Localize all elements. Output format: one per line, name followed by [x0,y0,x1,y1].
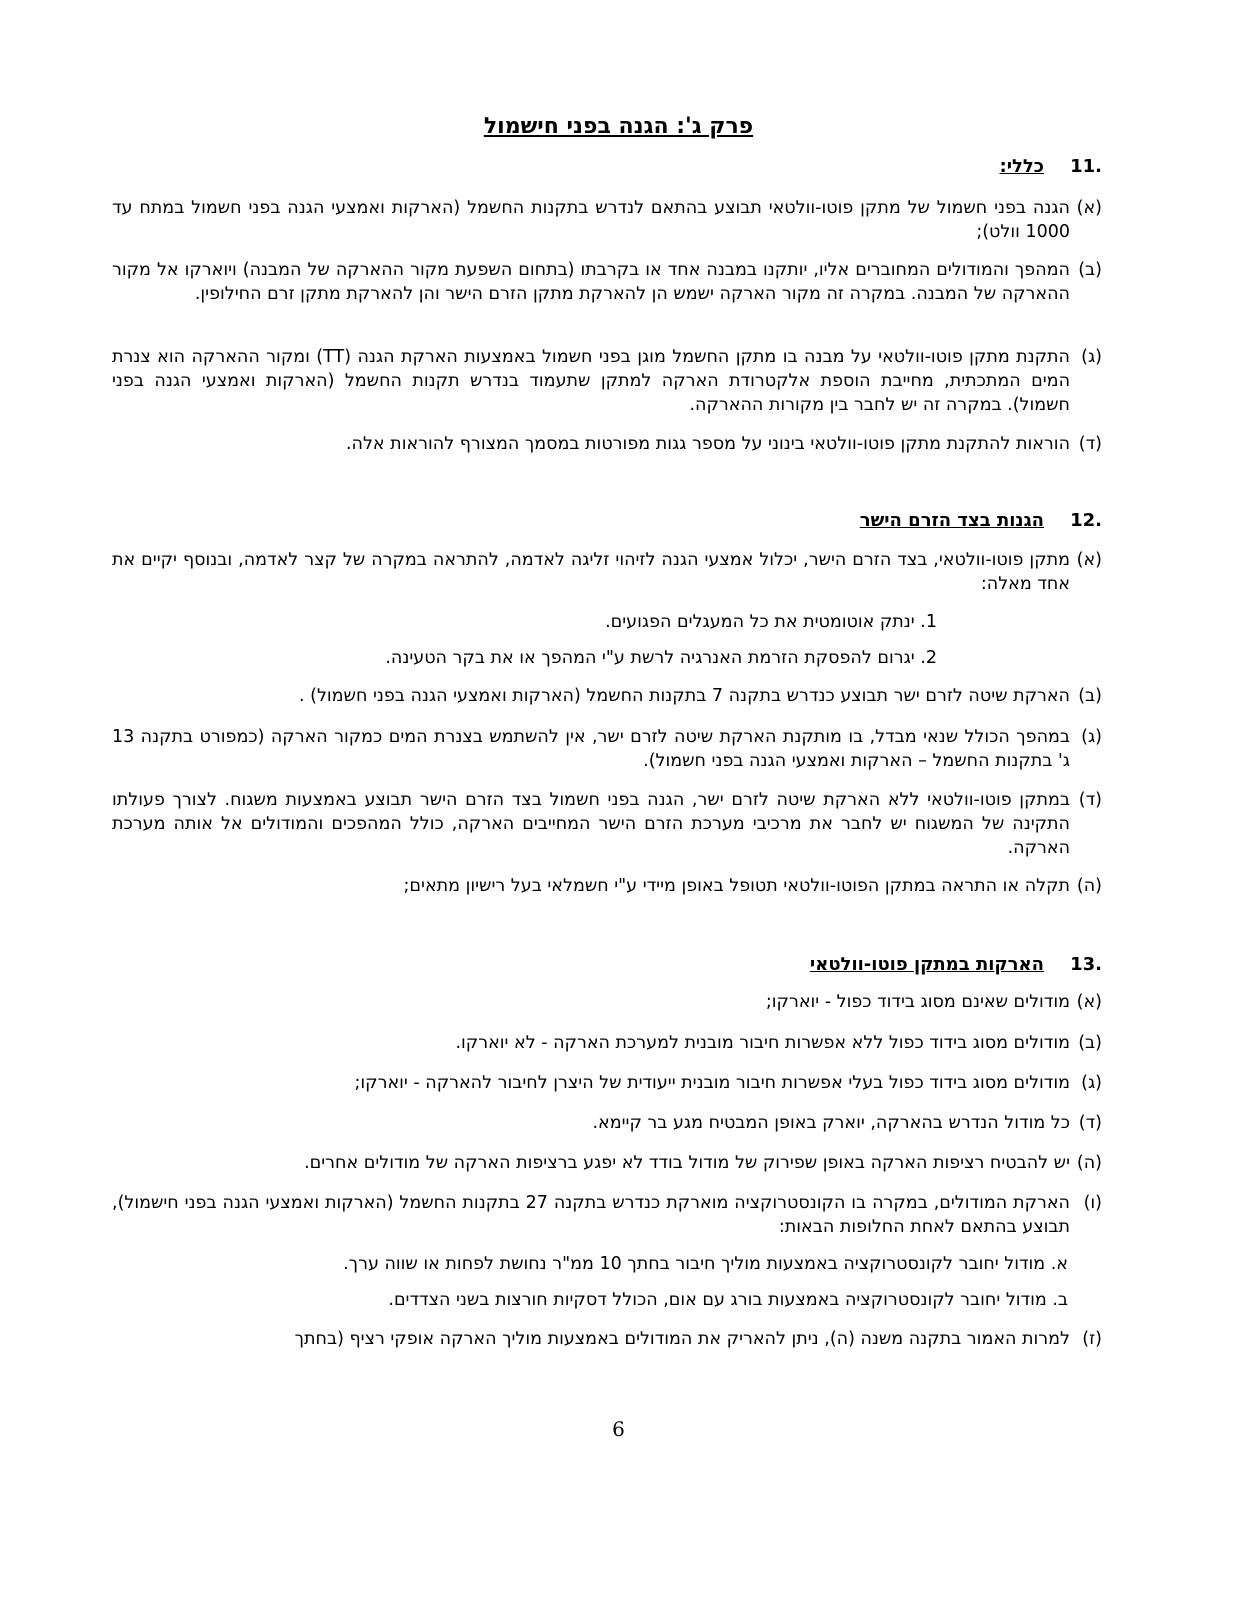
section-11-heading [1000,154,1102,180]
section-12-item-a [112,548,1102,596]
section-12-item-b [112,684,1102,708]
section-12-subitem-2: 2. יגרום להפסקת הזרמת האנרגיה לרשת ע"י המהפך או את בקר הטעינה. [385,648,937,668]
item-mark: (א) [1076,550,1102,570]
section-number: .11 [1070,156,1102,177]
section-11-item-d [112,432,1102,456]
item-mark: (ב) [1078,260,1102,280]
section-13-heading [810,952,1102,978]
item-mark: (ז) [1082,1329,1102,1349]
section-13-subitem-b: ב. מודול יחובר לקונסטרוקציה באמצעות בורג עם אום, הכולל דסקיות חורצות בשני הצדדים. [388,1290,1068,1310]
item-mark: (א) [1076,198,1102,218]
section-11-item-b [112,258,1102,306]
item-text: התקנת מתקן פוטו-וולטאי על מבנה בו מתקן החשמל מוגן בפני חשמול באמצעות הארקת הגנה (TT) ומקור ההארקה הוא צנרת המים המתכתית, מחייבת הוספת אלקטרודת הארקה למתקן שתעמוד בנדרש תקנות החשמל (הארקות ואמצעי הגנה בפני חשמול). במקרה זה יש לחבר בין מקורות ההארקה. [112,347,1070,415]
item-text: הארקת שיטה לזרם ישר תבוצע כנדרש בתקנה 7 בתקנות החשמל (הארקות ואמצעי הגנה בפני חשמול) . [299,686,1070,706]
chapter-title: פרק ג': הגנה בפני חישמול [483,114,754,139]
item-text: כל מודול הנדרש בהארקה, יוארק באופן המבטיח מגע בר קיימא. [592,1113,1070,1133]
section-12-item-c [112,725,1102,773]
item-mark: (ג) [1081,347,1102,367]
section-12-heading [860,508,1102,534]
item-mark: (ד) [1078,434,1102,454]
section-12-item-d [112,788,1102,860]
section-title: כללי: [999,156,1044,177]
section-13-item-f [112,1191,1102,1239]
page-number: 6 [612,1417,625,1441]
section-13-item-a [112,990,1102,1014]
item-text: מודולים מסוג בידוד כפול ללא אפשרות חיבור מובנית למערכת הארקה - לא יוארקו. [455,1033,1070,1053]
item-text: הגנה בפני חשמול של מתקן פוטו-וולטאי תבוצע בהתאם לנדרש בתקנות החשמל (הארקות ואמצעי הגנה בפני חשמול במתח עד 1000 וולט); [112,198,1070,242]
section-13-subitem-a: א. מודול יחובר לקונסטרוקציה באמצעות מוליך חיבור בחתך 10 ממ"ר נחושת לפחות או שווה ערך. [343,1254,1068,1274]
item-text: המהפך והמודולים המחוברים אליו, יותקנו במבנה אחד או בקרבתו (בתחום השפעת מקור ההארקה של המבנה) ויוארקו אל מקור ההארקה של המבנה. במקרה זה מקור הארקה ישמש הן להארקת מתקן הזרם הישר והן להארקת מתקן זרם החילופין. [112,260,1070,304]
item-mark: (ו) [1083,1193,1102,1213]
item-text: הארקת המודולים, במקרה בו הקונסטרוקציה מוארקת כנדרש בתקנה 27 בתקנות החשמל (הארקות ואמצעי הגנה בפני חישמול), תבוצע בהתאם לאחת החלופות הבאות: [112,1193,1070,1237]
item-text: מתקן פוטו-וולטאי, בצד הזרם הישר, יכלול אמצעי הגנה לזיהוי זליגה לאדמה, להתראה במקרה של קצר לאדמה, ובנוסף יקיים את אחד מאלה: [112,550,1070,594]
item-text: מודולים שאינם מסוג בידוד כפול - יוארקו; [765,992,1070,1012]
section-13-item-b [112,1031,1102,1055]
item-mark: (א) [1076,992,1102,1012]
item-mark: (ב) [1078,1033,1102,1053]
item-text: יש להבטיח רציפות הארקה באופן שפירוק של מודול בודד לא יפגע ברציפות הארקה של מודולים אחרים. [304,1153,1070,1173]
section-12-subitem-1: 1. ינתק אוטומטית את כל המעגלים הפגועים. [605,612,937,632]
item-text: הוראות להתקנת מתקן פוטו-וולטאי בינוני על מספר גגות מפורטות במסמך המצורף להוראות אלה. [345,434,1070,454]
item-mark: (ה) [1076,1153,1102,1173]
section-13-item-d [112,1111,1102,1135]
item-text: תקלה או התראה במתקן הפוטו-וולטאי תטופל באופן מיידי ע"י חשמלאי בעל רישיון מתאים; [403,876,1070,896]
section-number: .12 [1070,510,1102,531]
item-mark: (ג) [1081,1073,1102,1093]
section-11-item-c [112,345,1102,417]
item-text: במהפך הכולל שנאי מבדל, בו מותקנת הארקת שיטה לזרם ישר, אין להשתמש בצנרת המים כמקור הארקה (כמפורט בתקנה 13 ג' בתקנות החשמל – הארקות ואמצעי הגנה בפני חשמול). [112,727,1070,771]
item-text: מודולים מסוג בידוד כפול בעלי אפשרות חיבור מובנית ייעודית של היצרן לחיבור להארקה - יוארקו; [354,1073,1070,1093]
item-mark: (ה) [1076,876,1102,896]
item-text: במתקן פוטו-וולטאי ללא הארקת שיטה לזרם ישר, הגנה בפני חשמול בצד הזרם הישר תבוצע באמצעות משגוח. לצורך פעולתו התקינה של המשגוח יש לחבר את מרכיבי מערכת הזרם הישר המחייבים הארקה, כולל המהפכים והמודולים אל אותה מערכת הארקה. [112,790,1070,858]
section-title: הגנות בצד הזרם הישר [859,510,1044,531]
section-12-item-e [112,874,1102,898]
section-13-item-g [112,1327,1102,1351]
item-mark: (ג) [1081,727,1102,747]
section-number: .13 [1070,954,1102,975]
item-mark: (ב) [1078,686,1102,706]
section-13-item-c [112,1071,1102,1095]
item-text: למרות האמור בתקנה משנה (ה), ניתן להאריק את המודולים באמצעות מוליך הארקה אופקי רציף (בחתך [294,1329,1070,1349]
section-11-item-a [112,196,1102,244]
section-title: הארקות במתקן פוטו-וולטאי [809,954,1044,975]
item-mark: (ד) [1078,1113,1102,1133]
section-13-item-e [112,1151,1102,1175]
item-mark: (ד) [1078,790,1102,810]
